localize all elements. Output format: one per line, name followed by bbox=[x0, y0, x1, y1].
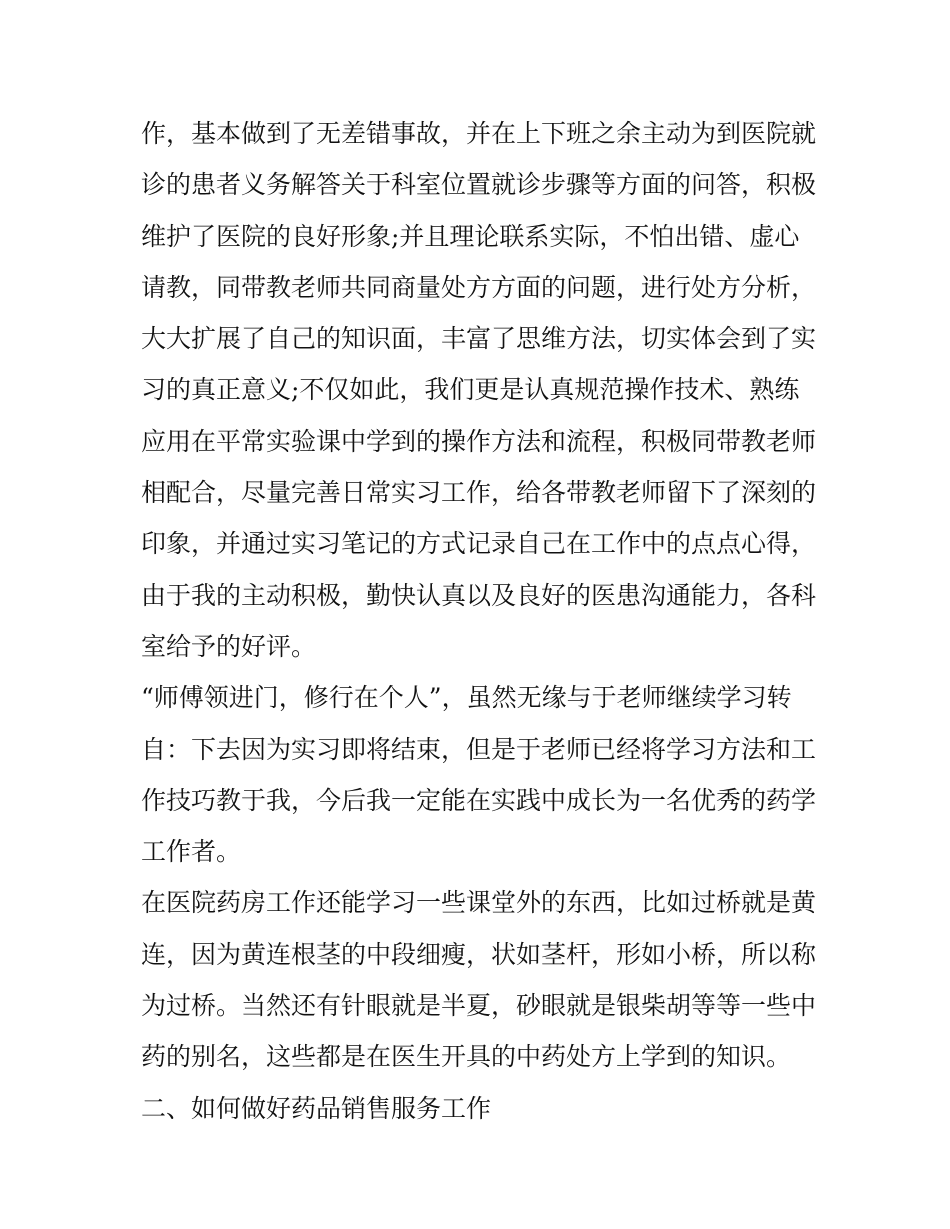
text-line: 为过桥。当然还有针眼就是半夏，砂眼就是银柴胡等等一些中 bbox=[141, 991, 817, 1021]
text-line: 相配合，尽量完善日常实习工作，给各带教老师留下了深刻的 bbox=[141, 478, 817, 508]
text-line: 在医院药房工作还能学习一些课堂外的东西，比如过桥就是黄 bbox=[141, 888, 817, 918]
text-line: 印象，并通过实习笔记的方式记录自己在工作中的点点心得， bbox=[141, 529, 817, 559]
text-line: 由于我的主动积极，勤快认真以及良好的医患沟通能力，各科 bbox=[141, 580, 817, 610]
text-line: 工作者。 bbox=[141, 837, 242, 867]
text-line: “师傅领进门，修行在个人”，虽然无缘与于老师继续学习转 bbox=[141, 683, 792, 713]
text-line: 维护了医院的良好形象;并且理论联系实际，不怕出错、虚心 bbox=[141, 221, 800, 251]
text-line: 药的别名，这些都是在医生开具的中药处方上学到的知识。 bbox=[141, 1042, 792, 1072]
text-line: 自：下去因为实习即将结束，但是于老师已经将学习方法和工 bbox=[141, 734, 817, 764]
body-text bbox=[141, 108, 821, 1134]
text-line: 习的真正意义;不仅如此，我们更是认真规范操作技术、熟练 bbox=[141, 375, 800, 405]
text-line: 请教，同带教老师共同商量处方方面的问题，进行处方分析， bbox=[141, 272, 817, 302]
text-line: 应用在平常实验课中学到的操作方法和流程，积极同带教老师 bbox=[141, 426, 817, 456]
text-line: 诊的患者义务解答关于科室位置就诊步骤等方面的问答，积极 bbox=[141, 170, 817, 200]
text-line: 作技巧教于我，今后我一定能在实践中成长为一名优秀的药学 bbox=[141, 785, 817, 815]
text-line: 大大扩展了自己的知识面，丰富了思维方法，切实体会到了实 bbox=[141, 324, 817, 354]
text-line: 室给予的好评。 bbox=[141, 631, 317, 661]
text-line: 作，基本做到了无差错事故，并在上下班之余主动为到医院就 bbox=[141, 119, 817, 148]
text-line: 连，因为黄连根茎的中段细瘦，状如茎杆，形如小桥，所以称 bbox=[141, 939, 817, 969]
section-heading: 二、如何做好药品销售服务工作 bbox=[141, 1093, 492, 1123]
